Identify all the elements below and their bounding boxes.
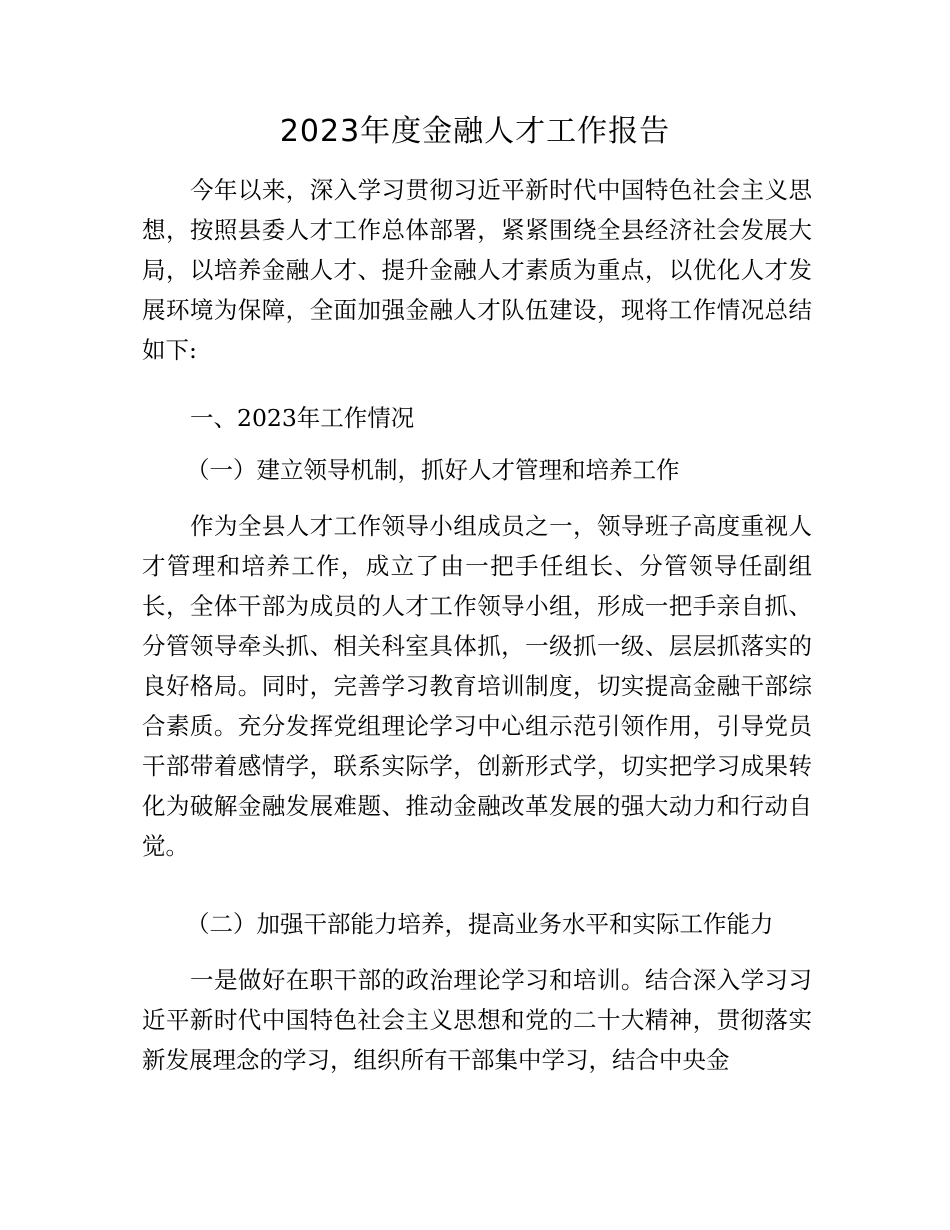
document-title: 2023年度金融人才工作报告: [279, 114, 671, 149]
subsection-heading-2: （二）加强干部能力培养，提高业务水平和实际工作能力: [186, 910, 774, 938]
intro-paragraph: 今年以来，深入学习贯彻习近平新时代中国特色社会主义思想，按照县委人才工作总体部署，紧紧围绕全县经济社会发展大局，以培养金融人才、提升金融人才素质为重点，以优化人才发展环境为保障，全面加强金融人才队伍建设，现将工作情况总结如下:: [142, 176, 812, 364]
section-heading-1: 一、2023年工作情况: [190, 404, 415, 432]
subsection-heading-1: （一）建立领导机制，抓好人才管理和培养工作: [186, 456, 680, 484]
subsection-paragraph-1: 作为全县人才工作领导小组成员之一，领导班子高度重视人才管理和培养工作，成立了由一把手任组长、分管领导任副组长，全体干部为成员的人才工作领导小组，形成一把手亲自抓、分管领导牵头抓、相关科室具体抓，一级抓一级、层层抓落实的良好格局。同时，完善学习教育培训制度，切实提高金融干部综合素质。充分发挥党组理论学习中心组示范引领作用，引导党员干部带着感情学，联系实际学，创新形式学，切实把学习成果转化为破解金融发展难题、推动金融改革发展的强大动力和行动自觉。: [142, 512, 812, 860]
subsection-paragraph-2: 一是做好在职干部的政治理论学习和培训。结合深入学习习近平新时代中国特色社会主义思想和党的二十大精神，贯彻落实新发展理念的学习，组织所有干部集中学习，结合中央金: [142, 966, 812, 1074]
